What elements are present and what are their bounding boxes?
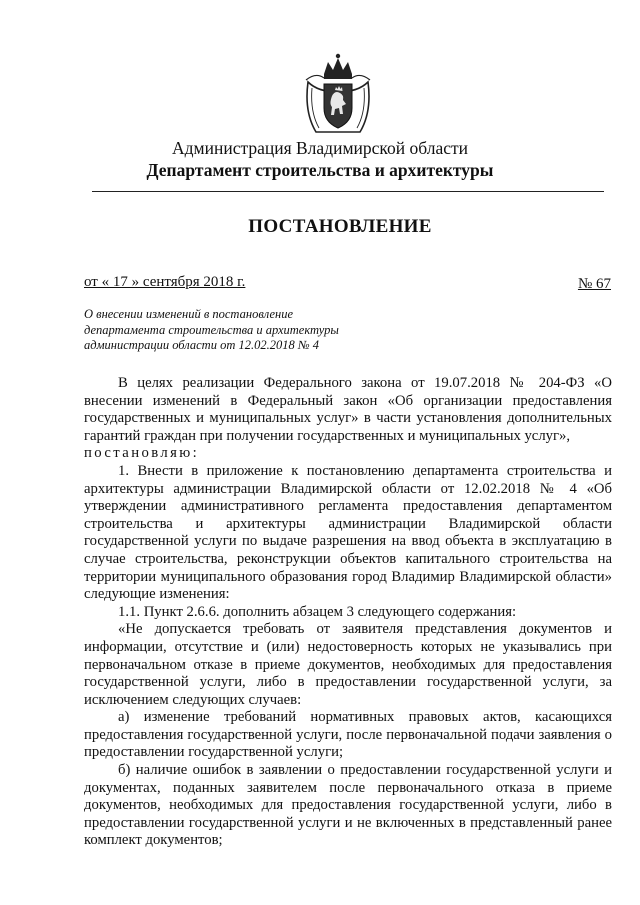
organization-name: Администрация Владимирской области <box>171 138 468 158</box>
subject-line: О внесении изменений в постановление <box>84 307 294 321</box>
document-subject <box>84 307 384 354</box>
department-name: Департамент строительства и архитектуры <box>146 160 494 180</box>
quoted-amendment-paragraph: «Не допускается требовать от заявителя представления документов и информации, отсутствие и (или) недостоверность которых не указывались при первоначальном отказе в приеме документов, необходимых для предоставления государственной услуги, либо в предоставлении государственной услуги, за исключением следующих случаев: <box>84 621 612 708</box>
decree-word: постановляю: <box>84 445 200 462</box>
subject-line: департамента строительства и архитектуры <box>84 322 339 337</box>
case-a-paragraph: а) изменение требований нормативных правовых актов, касающихся предоставления государственной услуги, после первоначальной подачи заявления о предоставлении государственной услуги; <box>84 709 612 761</box>
item-1-1-paragraph: 1.1. Пункт 2.6.6. дополнить абзацем 3 следующего содержания: <box>118 603 517 620</box>
document-number: № 67 <box>577 276 611 292</box>
document-title: ПОСТАНОВЛЕНИЕ <box>248 216 432 237</box>
header-divider <box>92 191 604 192</box>
item-1-paragraph: 1. Внести в приложение к постановлению департамента строительства и архитектуры администрации Владимирской области от 12.02.2018 № 4 «Об утверждении административного регламента предоставления департаментом строительства и архитектуры администрации Владимирской области государственной услуги по выдаче разрешения на ввод объекта в эксплуатацию в случае строительства, реконструкции объектов капитального строительства на территории муниципального образования город Владимир Владимирской области» следующие изменения: <box>84 462 612 603</box>
case-b-paragraph: б) наличие ошибок в заявлении о предоставлении государственной услуги и документах, поданных заявителем после первоначального отказа в приеме документов, необходимых для предоставления государственной услуги, либо в предоставлении государственной услуги и не включенных в представленный ранее комплект документов; <box>84 762 612 849</box>
document-body <box>84 375 612 850</box>
coat-of-arms-icon <box>302 52 374 138</box>
subject-line: администрации области от 12.02.2018 № 4 <box>84 338 320 352</box>
document-date: от « 17 » сентября 2018 г. <box>84 274 246 290</box>
intro-paragraph: В целях реализации Федерального закона от 19.07.2018 № 204-ФЗ «О внесении изменений в Федеральный закон «Об организации предоставления государственных и муниципальных услуг» в части установления дополнительных гарантий граждан при получении государственных и муниципальных услуг», <box>84 375 612 444</box>
